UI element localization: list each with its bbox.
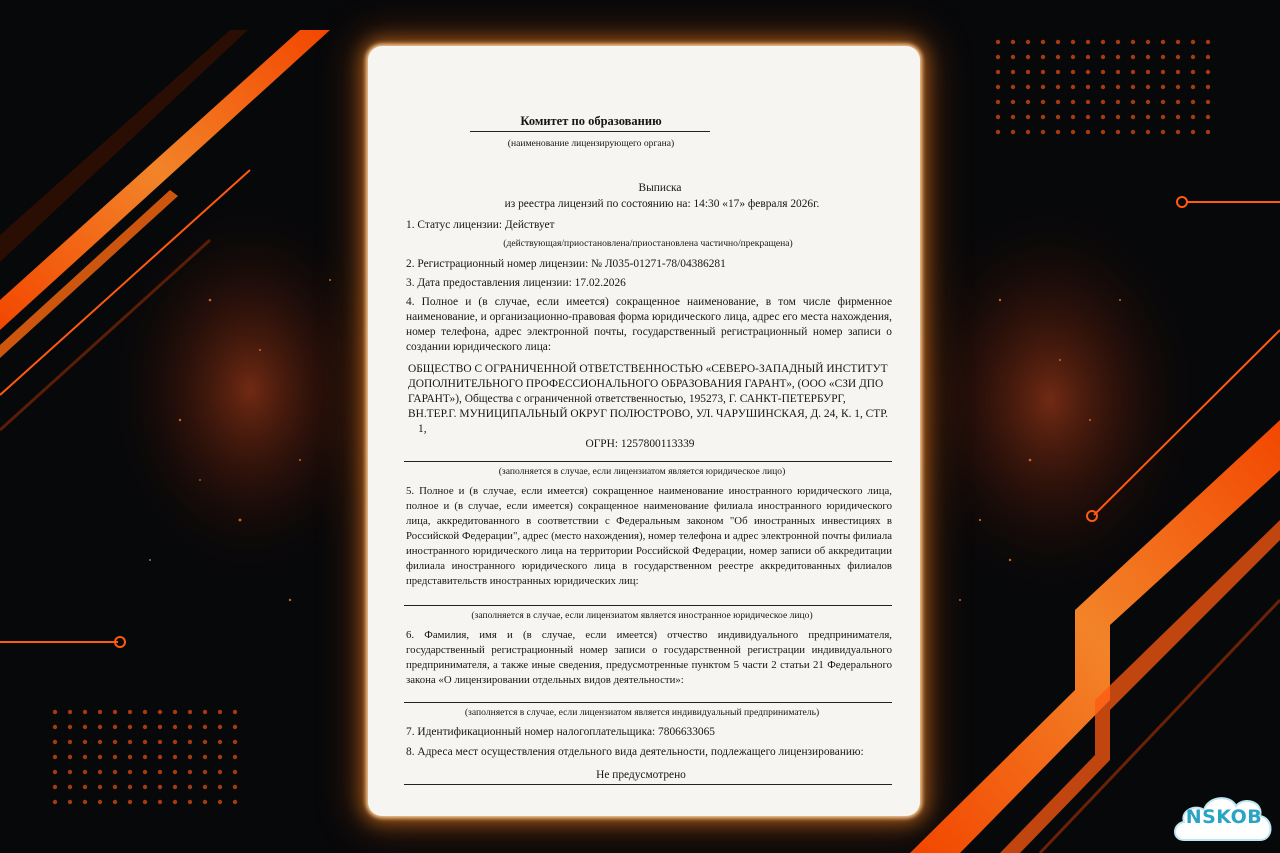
- decor-dot: [173, 740, 177, 744]
- decor-dot: [1011, 130, 1015, 134]
- decor-dot: [1206, 40, 1210, 44]
- decor-dot: [68, 800, 72, 804]
- item6-rule: [404, 702, 892, 703]
- decor-dot: [203, 755, 207, 759]
- decor-dot: [83, 725, 87, 729]
- decor-dot: [1101, 115, 1105, 119]
- decor-dot: [1011, 115, 1015, 119]
- decor-dot: [83, 740, 87, 744]
- decor-dot: [218, 800, 222, 804]
- decor-dot: [203, 740, 207, 744]
- decor-dot: [1056, 55, 1060, 59]
- decor-dot: [1146, 130, 1150, 134]
- decor-dot: [1056, 85, 1060, 89]
- decor-dot: [1056, 40, 1060, 44]
- decor-dot: [113, 785, 117, 789]
- decor-dot: [1176, 115, 1180, 119]
- decor-dot: [68, 725, 72, 729]
- decor-dot: [218, 755, 222, 759]
- decor-dot: [1011, 85, 1015, 89]
- decor-dot: [203, 770, 207, 774]
- decor-dot: [1191, 100, 1195, 104]
- decor-dot: [996, 55, 1000, 59]
- decor-dot: [158, 725, 162, 729]
- decor-dot: [83, 785, 87, 789]
- decor-dot: [1026, 85, 1030, 89]
- decor-dot: [1146, 100, 1150, 104]
- decor-dot: [113, 800, 117, 804]
- decor-dot: [1101, 100, 1105, 104]
- decor-dot: [53, 710, 57, 714]
- decor-dot: [1161, 40, 1165, 44]
- decor-dot: [1026, 55, 1030, 59]
- decor-dot: [98, 740, 102, 744]
- document-title: Выписка: [638, 182, 682, 194]
- item6-caption: (заполняется в случае, если лицензиатом является индивидуальный предприниматель): [464, 707, 820, 718]
- decor-dot: [233, 785, 237, 789]
- authority-name: Комитет по образованию: [520, 114, 662, 128]
- decor-dot: [1176, 55, 1180, 59]
- decor-dot: [173, 710, 177, 714]
- decor-dot: [98, 770, 102, 774]
- decor-dot: [98, 800, 102, 804]
- decor-dot: [1146, 40, 1150, 44]
- decor-dot: [1191, 70, 1195, 74]
- decor-dot: [1131, 115, 1135, 119]
- decor-dot: [68, 755, 72, 759]
- decor-dot: [1071, 55, 1075, 59]
- decor-dot: [1131, 100, 1135, 104]
- decor-dot: [1131, 55, 1135, 59]
- decor-dot: [1161, 70, 1165, 74]
- decor-dot: [1191, 55, 1195, 59]
- decor-dot: [68, 740, 72, 744]
- decor-dot: [128, 710, 132, 714]
- decor-dot: [1206, 55, 1210, 59]
- org-line-3: ГАРАНТ»), Общества с ограниченной ответственностью, 195273, Г. САНКТ-ПЕТЕРБУРГ,: [408, 393, 846, 405]
- decor-dot: [188, 755, 192, 759]
- decor-dot: [1041, 130, 1045, 134]
- inn: 7. Идентификационный номер налогоплательщика: 7806633065: [406, 726, 716, 738]
- decor-dot: [233, 725, 237, 729]
- decor-dot: [173, 755, 177, 759]
- decor-dot: [113, 770, 117, 774]
- decor-dot: [1056, 100, 1060, 104]
- decor-dot: [1146, 70, 1150, 74]
- decor-dot: [1161, 130, 1165, 134]
- decor-dot: [1101, 40, 1105, 44]
- decor-dot: [128, 785, 132, 789]
- decor-dot: [1041, 70, 1045, 74]
- decor-dot: [128, 800, 132, 804]
- decor-dot: [68, 785, 72, 789]
- decor-dot: [143, 710, 147, 714]
- decor-dot: [1101, 85, 1105, 89]
- decor-dot: [1146, 55, 1150, 59]
- decor-dot: [1071, 100, 1075, 104]
- decor-dot: [1011, 100, 1015, 104]
- decor-dot: [1176, 130, 1180, 134]
- decor-dot: [1116, 100, 1120, 104]
- decor-dot: [1041, 55, 1045, 59]
- decor-dot: [1086, 70, 1090, 74]
- decor-dot: [218, 785, 222, 789]
- decor-dot: [158, 740, 162, 744]
- decor-dot: [1206, 115, 1210, 119]
- item8-value: Не предусмотрено: [596, 769, 686, 781]
- document-subtitle: из реестра лицензий по состоянию на: 14:30 «17» февраля 2026г.: [504, 198, 820, 210]
- decor-dot: [1206, 100, 1210, 104]
- decor-dot: [1176, 40, 1180, 44]
- item5-rule: [404, 605, 892, 606]
- decor-dot: [1101, 70, 1105, 74]
- item4-rule: [404, 461, 892, 462]
- decor-dot: [1176, 70, 1180, 74]
- license-status-caption: (действующая/приостановлена/приостановлена частично/прекращена): [503, 238, 793, 249]
- decor-dot: [53, 785, 57, 789]
- org-line-4: ВН.ТЕР.Г. МУНИЦИПАЛЬНЫЙ ОКРУГ ПОЛЮСТРОВО, УЛ. ЧАРУШИНСКАЯ, Д. 24, К. 1, СТР.: [408, 408, 888, 420]
- decor-dot: [1146, 115, 1150, 119]
- decor-dot: [1086, 85, 1090, 89]
- decor-dot: [1071, 40, 1075, 44]
- decor-dot: [1026, 70, 1030, 74]
- decor-dot: [128, 740, 132, 744]
- decor-dot: [1161, 55, 1165, 59]
- item5-heading: 5. Полное и (в случае, если имеется) сокращенное наименование иностранного юридического лица, полное и (в случае, если имеется) сокращенное наименование филиала иностранного юридического лица, аккредитованного в соответствии с Федеральным законом "Об иностранных инвестициях в Российской Федерации", адрес (место нахождения), номер телефона и адрес электронной почты филиала иностранного юридического лица на территории Российской Федерации, номер записи об аккредитации филиала иностранного юридического лица в государственном реестре аккредитованных филиалов представительств иностранных юридических лиц:: [406, 485, 892, 587]
- decor-dot: [233, 800, 237, 804]
- decor-dot: [233, 710, 237, 714]
- decor-dot: [68, 710, 72, 714]
- decor-dot: [1116, 40, 1120, 44]
- decor-dot: [1176, 100, 1180, 104]
- decor-dot: [1011, 70, 1015, 74]
- decor-dot: [1116, 115, 1120, 119]
- decor-dot: [996, 85, 1000, 89]
- decor-dot: [1116, 130, 1120, 134]
- decor-dot: [996, 130, 1000, 134]
- decor-dot: [203, 710, 207, 714]
- decor-dot: [1056, 130, 1060, 134]
- decor-dot: [83, 755, 87, 759]
- decor-dot: [53, 755, 57, 759]
- decor-dot: [83, 800, 87, 804]
- decor-dot: [143, 800, 147, 804]
- decor-dot: [218, 725, 222, 729]
- decor-dot: [188, 785, 192, 789]
- decor-dot: [173, 770, 177, 774]
- decor-dot: [1161, 115, 1165, 119]
- item4-caption: (заполняется в случае, если лицензиатом является юридическое лицо): [498, 466, 786, 477]
- decor-dot: [1206, 70, 1210, 74]
- decor-dot: [158, 800, 162, 804]
- decor-dot: [218, 740, 222, 744]
- decor-dot: [203, 785, 207, 789]
- decor-dot: [1116, 70, 1120, 74]
- decor-dot: [996, 40, 1000, 44]
- decor-dot: [203, 800, 207, 804]
- decor-dot: [1176, 85, 1180, 89]
- watermark-text: NSKOB: [1185, 806, 1263, 828]
- decor-dot: [173, 725, 177, 729]
- decor-dot: [996, 115, 1000, 119]
- decor-dot: [1116, 55, 1120, 59]
- decor-dot: [1191, 40, 1195, 44]
- decor-dot: [1056, 115, 1060, 119]
- item4-heading: 4. Полное и (в случае, если имеется) сокращенное наименование, в том числе фирменное наименование, и организационно-правовая форма юридического лица, адрес его места нахождения, номер телефона, адрес электронной почты, государственный регистрационный номер записи о создании юридического лица:: [406, 296, 892, 353]
- decor-dot: [53, 770, 57, 774]
- decor-dot: [158, 755, 162, 759]
- decor-dot: [53, 740, 57, 744]
- decor-dot: [143, 740, 147, 744]
- decor-dot: [1086, 130, 1090, 134]
- license-date: 3. Дата предоставления лицензии: 17.02.2026: [406, 277, 626, 289]
- decor-dot: [1011, 55, 1015, 59]
- registration-number: 2. Регистрационный номер лицензии: № Л035-01271-78/04386281: [406, 258, 726, 270]
- decor-dot: [173, 800, 177, 804]
- decor-dot: [1206, 85, 1210, 89]
- decor-dot: [1041, 40, 1045, 44]
- decor-dot: [218, 770, 222, 774]
- decor-dot: [1206, 130, 1210, 134]
- decor-dot: [128, 755, 132, 759]
- decor-dot: [83, 710, 87, 714]
- decor-dot: [203, 725, 207, 729]
- decor-dot: [1086, 40, 1090, 44]
- decor-dot: [233, 755, 237, 759]
- decor-dot: [1071, 85, 1075, 89]
- ogrn: ОГРН: 1257800113339: [585, 438, 695, 450]
- decor-dot: [53, 800, 57, 804]
- item6-heading: 6. Фамилия, имя и (в случае, если имеется) отчество индивидуального предпринимателя, государственный регистрационный номер записи о государственной регистрации индивидуального предпринимателя, а также иные сведения, предусмотренные пунктом 5 части 2 статьи 21 Федерального закона «О лицензировании отдельных видов деятельности»:: [406, 629, 892, 686]
- decor-dot: [1041, 100, 1045, 104]
- authority-underline: [470, 131, 710, 132]
- org-line-2: ДОПОЛНИТЕЛЬНОГО ПРОФЕССИОНАЛЬНОГО ОБРАЗОВАНИЯ ГАРАНТ», (ООО «СЗИ ДПО: [408, 378, 884, 390]
- decor-dot: [1191, 130, 1195, 134]
- decor-dot: [158, 785, 162, 789]
- decor-dot: [188, 800, 192, 804]
- decor-dot: [1191, 85, 1195, 89]
- decor-dot: [188, 770, 192, 774]
- decor-dot: [113, 725, 117, 729]
- decor-dot: [1116, 85, 1120, 89]
- decor-dot: [98, 755, 102, 759]
- decor-dot: [1071, 115, 1075, 119]
- decor-dot: [98, 710, 102, 714]
- item8-heading: 8. Адреса мест осуществления отдельного вида деятельности, подлежащего лицензированию:: [406, 746, 864, 758]
- decor-dot: [1026, 130, 1030, 134]
- decor-dot: [1161, 85, 1165, 89]
- decor-dot: [143, 755, 147, 759]
- decor-dot: [1131, 70, 1135, 74]
- decor-dot: [158, 770, 162, 774]
- decor-dot: [1026, 115, 1030, 119]
- org-line-5: 1,: [418, 423, 427, 435]
- decor-dot: [1071, 70, 1075, 74]
- decor-dot: [98, 725, 102, 729]
- decor-dot: [53, 725, 57, 729]
- decor-dot: [1086, 115, 1090, 119]
- decor-dot: [158, 710, 162, 714]
- decor-dot: [143, 725, 147, 729]
- decor-dot: [113, 710, 117, 714]
- decor-dot: [98, 785, 102, 789]
- decor-dot: [996, 100, 1000, 104]
- decor-dot: [1191, 115, 1195, 119]
- decor-dot: [188, 710, 192, 714]
- decor-dot: [1041, 85, 1045, 89]
- decor-dot: [1071, 130, 1075, 134]
- decor-dot: [1101, 130, 1105, 134]
- decor-dot: [996, 70, 1000, 74]
- decor-dot: [128, 725, 132, 729]
- item8-rule: [404, 784, 892, 785]
- decor-dot: [1131, 40, 1135, 44]
- decor-dot: [1011, 40, 1015, 44]
- item5-caption: (заполняется в случае, если лицензиатом является иностранное юридическое лицо): [471, 610, 813, 621]
- decor-dot: [1131, 130, 1135, 134]
- decor-dot: [143, 785, 147, 789]
- decor-dot: [1056, 70, 1060, 74]
- decor-dot: [233, 740, 237, 744]
- license-status: 1. Статус лицензии: Действует: [406, 219, 555, 231]
- decor-dot: [188, 740, 192, 744]
- license-extract-document: [368, 46, 920, 816]
- decor-dot: [1086, 100, 1090, 104]
- decor-dot: [1026, 40, 1030, 44]
- decor-dot: [233, 770, 237, 774]
- decor-dot: [1146, 85, 1150, 89]
- decor-dot: [1041, 115, 1045, 119]
- decor-dot: [1086, 55, 1090, 59]
- authority-caption: (наименование лицензирующего органа): [507, 138, 675, 149]
- decor-dot: [143, 770, 147, 774]
- decor-dot: [173, 785, 177, 789]
- decor-dot: [1026, 100, 1030, 104]
- decor-dot: [188, 725, 192, 729]
- decor-dot: [128, 770, 132, 774]
- decor-dot: [218, 710, 222, 714]
- decor-dot: [1161, 100, 1165, 104]
- decor-dot: [83, 770, 87, 774]
- decor-dot: [1131, 85, 1135, 89]
- decor-dot: [68, 770, 72, 774]
- decor-dot: [1101, 55, 1105, 59]
- org-line-1: ОБЩЕСТВО С ОГРАНИЧЕННОЙ ОТВЕТСТВЕННОСТЬЮ «СЕВЕРО-ЗАПАДНЫЙ ИНСТИТУТ: [408, 363, 888, 375]
- decor-dot: [113, 755, 117, 759]
- decor-dot: [113, 740, 117, 744]
